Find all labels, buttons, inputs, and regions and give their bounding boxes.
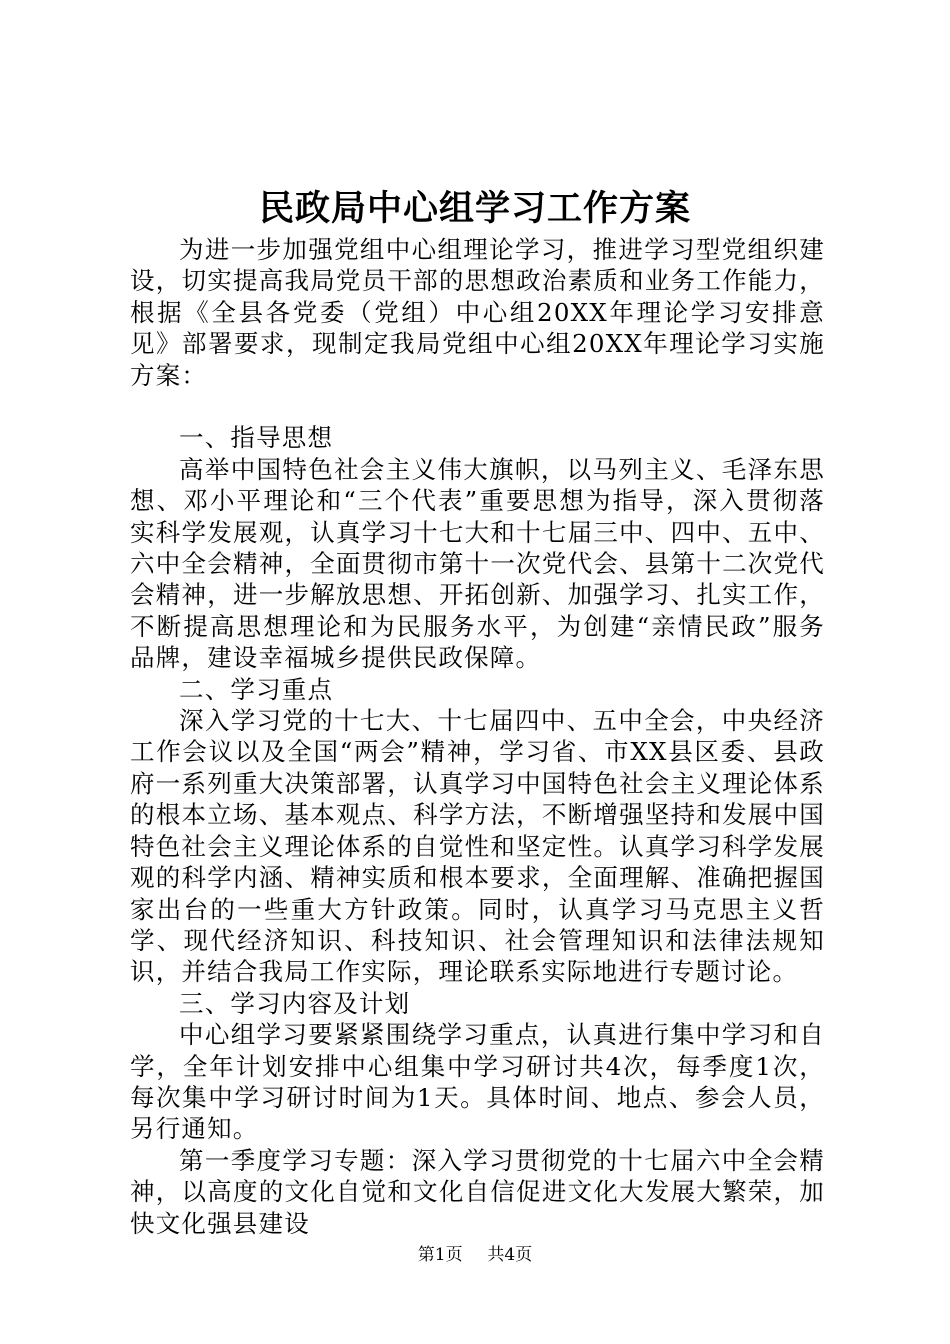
total-pages: 共4页	[487, 1245, 533, 1265]
document-body	[130, 234, 825, 1239]
section-body-study-focus: 深入学习党的十七大、十七届四中、五中全会，中央经济工作会议以及全国“两会”精神，学习省、市XX县区委、县政府一系列重大决策部署，认真学习中国特色社会主义理论体系的根本立场、基本观点、科学方法，不断增强坚持和发展中国特色社会主义理论体系的自觉性和坚定性。认真学习科学发展观的科学内涵、精神实质和根本要求，全面理解、准确把握国家出台的一些重大方针政策。同时，认真学习马克思主义哲学、现代经济知识、科技知识、社会管理知识和法律法规知识，并结合我局工作实际，理论联系实际地进行专题讨论。	[130, 706, 825, 987]
page-title: 民政局中心组学习工作方案	[258, 188, 691, 229]
section-body-content-plan: 中心组学习要紧紧围绕学习重点，认真进行集中学习和自学，全年计划安排中心组集中学习研讨共4次，每季度1次，每次集中学习研讨时间为1天。具体时间、地点、参会人员，另行通知。	[130, 1020, 825, 1144]
page-footer	[0, 1243, 950, 1267]
section-heading-content-plan: 三、学习内容及计划	[179, 988, 411, 1018]
intro-paragraph: 为进一步加强党组中心组理论学习，推进学习型党组织建设，切实提高我局党员干部的思想政治素质和业务工作能力，根据《全县各党委（党组）中心组20XX年理论学习安排意见》部署要求，现制定我局党组中心组20XX年理论学习实施方案：	[130, 235, 825, 390]
paragraph-spacer	[130, 391, 825, 422]
section-heading-guiding-ideology: 一、指导思想	[179, 423, 334, 453]
page-number: 第1页	[417, 1245, 463, 1265]
section-heading-study-focus: 二、学习重点	[179, 674, 334, 704]
section-body-guiding-ideology: 高举中国特色社会主义伟大旗帜，以马列主义、毛泽东思想、邓小平理论和“三个代表”重要思想为指导，深入贯彻落实科学发展观，认真学习十七大和十七届三中、四中、五中、六中全会精神，全面贯彻市第十一次党代会、县第十二次党代会精神，进一步解放思想、开拓创新、加强学习、扎实工作，不断提高思想理论和为民服务水平，为创建“亲情民政”服务品牌，建设幸福城乡提供民政保障。	[130, 454, 825, 673]
section-body-q1-topic: 第一季度学习专题：深入学习贯彻党的十七届六中全会精神，以高度的文化自觉和文化自信促进文化大发展大繁荣，加快文化强县建设	[130, 1145, 825, 1238]
